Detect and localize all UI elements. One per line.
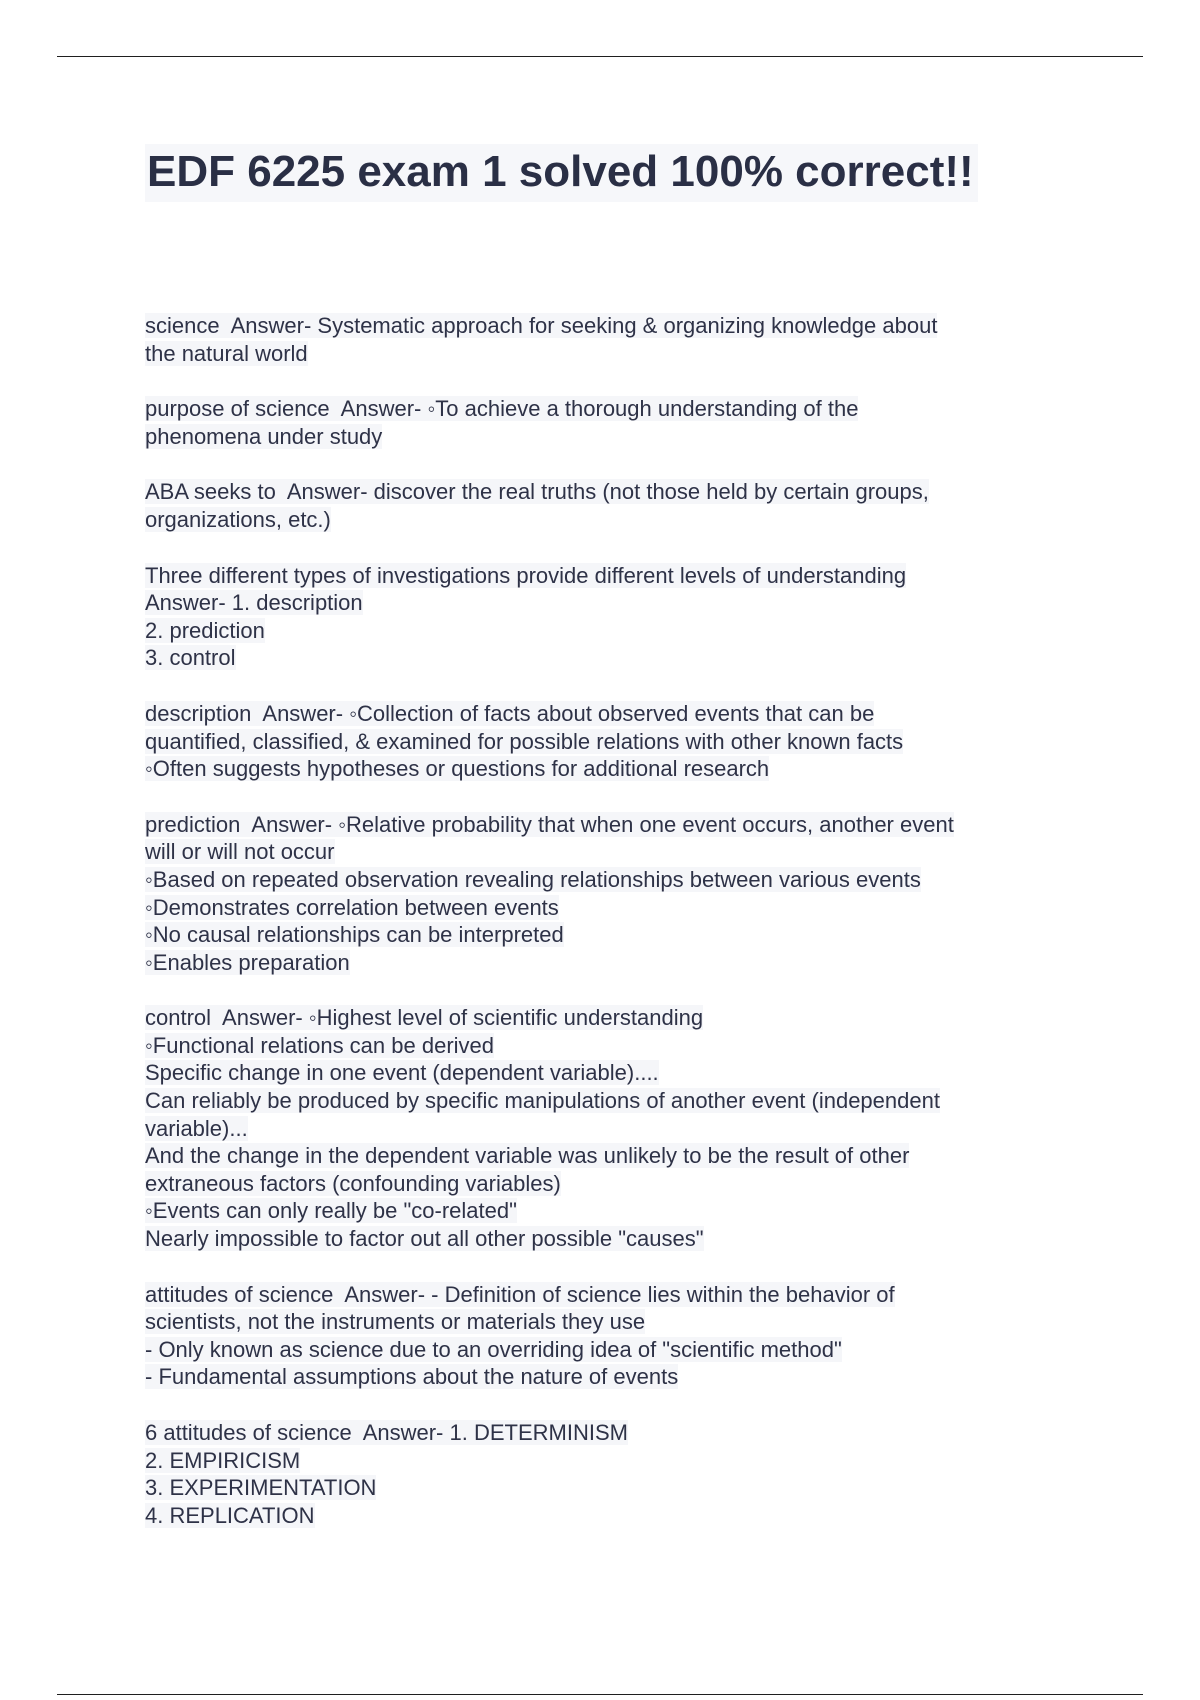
- flashcard-entry: [145, 1281, 1065, 1391]
- entry-answer-line: [145, 1032, 1065, 1060]
- entry-answer-line: [145, 617, 1065, 645]
- entry-line-text: Nearly impossible to factor out all other possible "causes": [145, 1226, 704, 1252]
- entry-answer-line: [145, 838, 1065, 866]
- entry-line-text: description Answer- ◦Collection of facts about observed events that can be: [145, 700, 875, 726]
- entry-answer-line: [145, 1059, 1065, 1087]
- entry-line-text: extraneous factors (confounding variables): [145, 1170, 561, 1196]
- entry-answer-line: [145, 423, 1065, 451]
- entry-answer-line: [145, 866, 1065, 894]
- entry-answer-line: [145, 589, 1065, 617]
- flashcard-entry: [145, 395, 1065, 450]
- entry-line-text: ◦Functional relations can be derived: [145, 1032, 495, 1058]
- entry-line-text: variable)...: [145, 1115, 248, 1141]
- entry-term-line: [145, 478, 1065, 506]
- entry-line-text: will or will not occur: [145, 839, 335, 865]
- entry-line-text: 3. EXPERIMENTATION: [145, 1475, 377, 1501]
- entry-answer-line: [145, 894, 1065, 922]
- entry-term-line: [145, 1281, 1065, 1309]
- entry-line-text: science Answer- Systematic approach for seeking & organizing knowledge about: [145, 313, 938, 338]
- entry-answer-line: [145, 1197, 1065, 1225]
- top-rule: [57, 56, 1143, 57]
- entry-line-text: ◦Demonstrates correlation between events: [145, 894, 559, 920]
- page-title: EDF 6225 exam 1 solved 100% correct!!: [145, 144, 978, 202]
- entry-line-text: control Answer- ◦Highest level of scientific understanding: [145, 1005, 704, 1031]
- entry-line-text: prediction Answer- ◦Relative probability that when one event occurs, another event: [145, 811, 954, 837]
- entry-term-line: [145, 562, 1065, 590]
- entry-answer-line: [145, 755, 1065, 783]
- flashcard-entry: [145, 562, 1065, 672]
- entry-answer-line: [145, 921, 1065, 949]
- entry-line-text: ◦No causal relationships can be interpreted: [145, 922, 564, 948]
- flashcard-entry: [145, 700, 1065, 783]
- entry-answer-line: [145, 1308, 1065, 1336]
- entry-line-text: And the change in the dependent variable was unlikely to be the result of other: [145, 1143, 910, 1169]
- entry-answer-line: [145, 1502, 1065, 1530]
- entry-line-text: - Only known as science due to an overriding idea of "scientific method": [145, 1336, 842, 1362]
- entry-line-text: ABA seeks to Answer- discover the real truths (not those held by certain groups,: [145, 479, 929, 505]
- entry-line-text: ◦Events can only really be "co-related": [145, 1198, 517, 1224]
- entry-line-text: organizations, etc.): [145, 506, 331, 532]
- entry-line-text: scientists, not the instruments or materials they use: [145, 1309, 646, 1335]
- entry-line-text: 6 attitudes of science Answer- 1. DETERMINISM: [145, 1420, 628, 1445]
- entry-line-text: quantified, classified, & examined for possible relations with other known facts: [145, 728, 904, 754]
- entry-answer-line: [145, 644, 1065, 672]
- bottom-rule: [57, 1694, 1143, 1695]
- flashcard-list: [145, 312, 1065, 1557]
- entry-answer-line: [145, 1142, 1065, 1170]
- entry-line-text: purpose of science Answer- ◦To achieve a thorough understanding of the: [145, 396, 859, 422]
- entry-answer-line: [145, 1087, 1065, 1115]
- entry-answer-line: [145, 949, 1065, 977]
- entry-line-text: 4. REPLICATION: [145, 1502, 315, 1528]
- entry-line-text: 2. prediction: [145, 617, 265, 643]
- entry-answer-line: [145, 1225, 1065, 1253]
- entry-answer-line: [145, 340, 1065, 368]
- entry-line-text: ◦Based on repeated observation revealing relationships between various events: [145, 866, 921, 892]
- entry-term-line: [145, 811, 1065, 839]
- entry-term-line: [145, 395, 1065, 423]
- entry-line-text: Can reliably be produced by specific manipulations of another event (independent: [145, 1088, 940, 1114]
- entry-answer-line: [145, 1363, 1065, 1391]
- entry-line-text: - Fundamental assumptions about the nature of events: [145, 1364, 679, 1390]
- entry-line-text: 3. control: [145, 645, 236, 671]
- entry-term-line: [145, 312, 1065, 340]
- entry-answer-line: [145, 506, 1065, 534]
- entry-line-text: attitudes of science Answer- - Definition of science lies within the behavior of: [145, 1281, 895, 1307]
- entry-line-text: Specific change in one event (dependent variable)....: [145, 1060, 659, 1086]
- entry-line-text: Answer- 1. description: [145, 590, 363, 616]
- entry-answer-line: [145, 1447, 1065, 1475]
- entry-term-line: [145, 1004, 1065, 1032]
- flashcard-entry: [145, 1004, 1065, 1252]
- entry-line-text: the natural world: [145, 340, 308, 366]
- flashcard-entry: [145, 811, 1065, 977]
- entry-answer-line: [145, 1170, 1065, 1198]
- entry-line-text: ◦Often suggests hypotheses or questions for additional research: [145, 756, 770, 782]
- entry-line-text: phenomena under study: [145, 423, 383, 449]
- entry-answer-line: [145, 1115, 1065, 1143]
- flashcard-entry: [145, 478, 1065, 533]
- entry-line-text: 2. EMPIRICISM: [145, 1447, 301, 1473]
- entry-line-text: Three different types of investigations provide different levels of understanding: [145, 562, 907, 588]
- flashcard-entry: [145, 1419, 1065, 1529]
- entry-answer-line: [145, 1336, 1065, 1364]
- flashcard-entry: [145, 312, 1065, 367]
- entry-term-line: [145, 700, 1065, 728]
- entry-answer-line: [145, 728, 1065, 756]
- entry-answer-line: [145, 1474, 1065, 1502]
- entry-line-text: ◦Enables preparation: [145, 949, 350, 975]
- entry-term-line: [145, 1419, 1065, 1447]
